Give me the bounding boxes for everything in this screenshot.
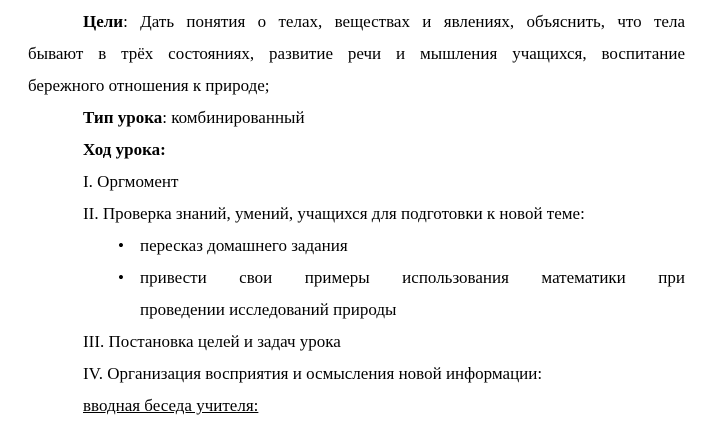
text-run: бережного отношения к природе; (28, 76, 270, 95)
text-run: вводная беседа учителя: (83, 396, 259, 415)
text-run: IV. Организация восприятия и осмысления новой информации: (83, 364, 543, 383)
text-run: привести свои примеры использования математики при (140, 268, 685, 287)
text-line (28, 6, 685, 38)
text-line (28, 358, 685, 390)
text-run: проведении исследований природы (140, 300, 397, 319)
text-run: : Дать понятия о телах, веществах и явлениях, объяснить, что тела (123, 12, 685, 31)
text-line (28, 38, 685, 70)
text-line (28, 166, 685, 198)
text-line (28, 326, 685, 358)
text-run: Цели (83, 12, 124, 31)
text-run: II. Проверка знаний, умений, учащихся для подготовки к новой теме: (83, 204, 585, 223)
text-line (28, 390, 685, 422)
text-run: : комбинированный (162, 108, 305, 127)
bullet-list-line (28, 262, 685, 294)
text-run: пересказ домашнего задания (140, 236, 348, 255)
bullet-icon: • (118, 236, 124, 255)
text-line (28, 134, 685, 166)
text-run: Тип урока (83, 108, 163, 127)
text-line (28, 102, 685, 134)
bullet-list-line (28, 294, 685, 326)
text-line (28, 70, 685, 102)
text-run: I. Оргмомент (83, 172, 179, 191)
bullet-icon: • (118, 268, 124, 287)
text-line (28, 198, 685, 230)
text-run: III. Постановка целей и задач урока (83, 332, 341, 351)
bullet-list-line (28, 230, 685, 262)
text-run: бывают в трёх состояниях, развитие речи и мышления учащихся, воспитание (28, 44, 685, 63)
text-run: Ход урока: (83, 140, 166, 159)
